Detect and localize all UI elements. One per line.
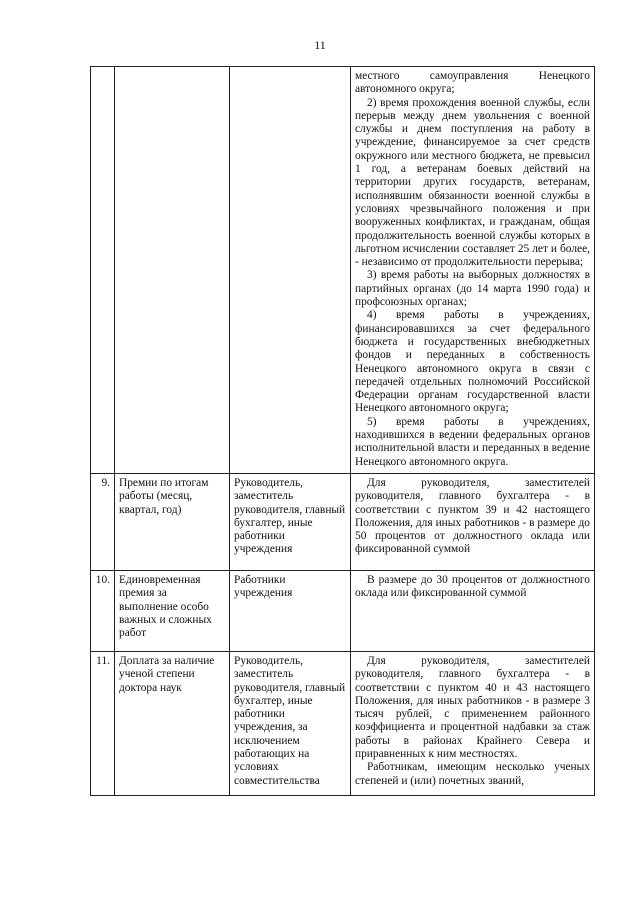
payment-conditions	[351, 570, 595, 651]
table-row	[91, 570, 595, 651]
employee-category: Руководитель, заместитель руководителя, главный бухгалтер, иные работники учреждения	[230, 473, 351, 570]
condition-paragraph: 3) время работы на выборных должностях в партийных органах (до 14 марта 1990 года) и профсоюзных органах;	[355, 269, 590, 309]
payment-conditions	[351, 651, 595, 795]
condition-paragraph: Для руководителя, заместителей руководителя, главного бухгалтера - в соответствии с пунктом 40 и 43 настоящего Положения, для иных работников - в размере 3 тысяч рублей, с применением районного коэффициента и процентной надбавки за стаж работы в районах Крайнего Севера и приравненных к ним местностях.	[355, 654, 590, 760]
condition-paragraph: Работникам, имеющим несколько ученых степеней и (или) почетных званий,	[355, 761, 590, 787]
table-row	[91, 67, 595, 474]
employee-category: Работники учреждения	[230, 570, 351, 651]
payment-conditions	[351, 67, 595, 474]
row-number: 9.	[91, 473, 115, 570]
condition-paragraph: 2) время прохождения военной службы, если перерыв между днем увольнения с военной службы и днем поступления на работу в учреждение, финансируемое за счет средств окружного или местного бюджета, не превысил 1 год, а ветеранам боевых действий на территории других государств, ветеранам, исполнявшим обязанности военной службы в условиях чрезвычайного положения и при вооруженных конфликтах, и гражданам, общая продолжительность военной службы которых в льготном исчислении составляет 25 лет и более, - независимо от продолжительности перерыва;	[355, 96, 590, 269]
table-row	[91, 651, 595, 795]
row-number: 11.	[91, 651, 115, 795]
condition-paragraph: В размере до 30 процентов от должностного оклада или фиксированной суммой	[355, 573, 590, 600]
employee-category: Руководитель, заместитель руководителя, главный бухгалтер, иные работники учреждения, за исключением работающих на условиях совместительства	[230, 651, 351, 795]
row-number	[91, 67, 115, 474]
condition-paragraph: 4) время работы в учреждениях, финансировавшихся за счет федерального бюджета и государственных внебюджетных фондов и переданных в собственность Ненецкого автономного округа в связи с передачей отдельных полномочий Российской Федерации органам государственной власти Ненецкого автономного округа;	[355, 309, 590, 415]
condition-paragraph: 5) время работы в учреждениях, находившихся в ведении федеральных органов исполнительной власти и переданных в ведение Ненецкого автономного округа.	[355, 415, 590, 468]
table-row	[91, 473, 595, 570]
payment-name	[115, 67, 230, 474]
payment-name: Единовременная премия за выполнение особо важных и сложных работ	[115, 570, 230, 651]
page-number: 11	[314, 38, 326, 52]
payment-name: Доплата за наличие ученой степени доктора наук	[115, 651, 230, 795]
payments-table	[90, 66, 595, 796]
condition-paragraph: местного самоуправления Ненецкого автономного округа;	[355, 70, 590, 96]
payment-name: Премии по итогам работы (месяц, квартал, год)	[115, 473, 230, 570]
row-number: 10.	[91, 570, 115, 651]
condition-paragraph: Для руководителя, заместителей руководителя, главного бухгалтера - в соответствии с пунктом 39 и 42 настоящего Положения, для иных работников - в размере до 50 процентов от должностного оклада или фиксированной суммой	[355, 476, 590, 556]
employee-category	[230, 67, 351, 474]
payment-conditions	[351, 473, 595, 570]
